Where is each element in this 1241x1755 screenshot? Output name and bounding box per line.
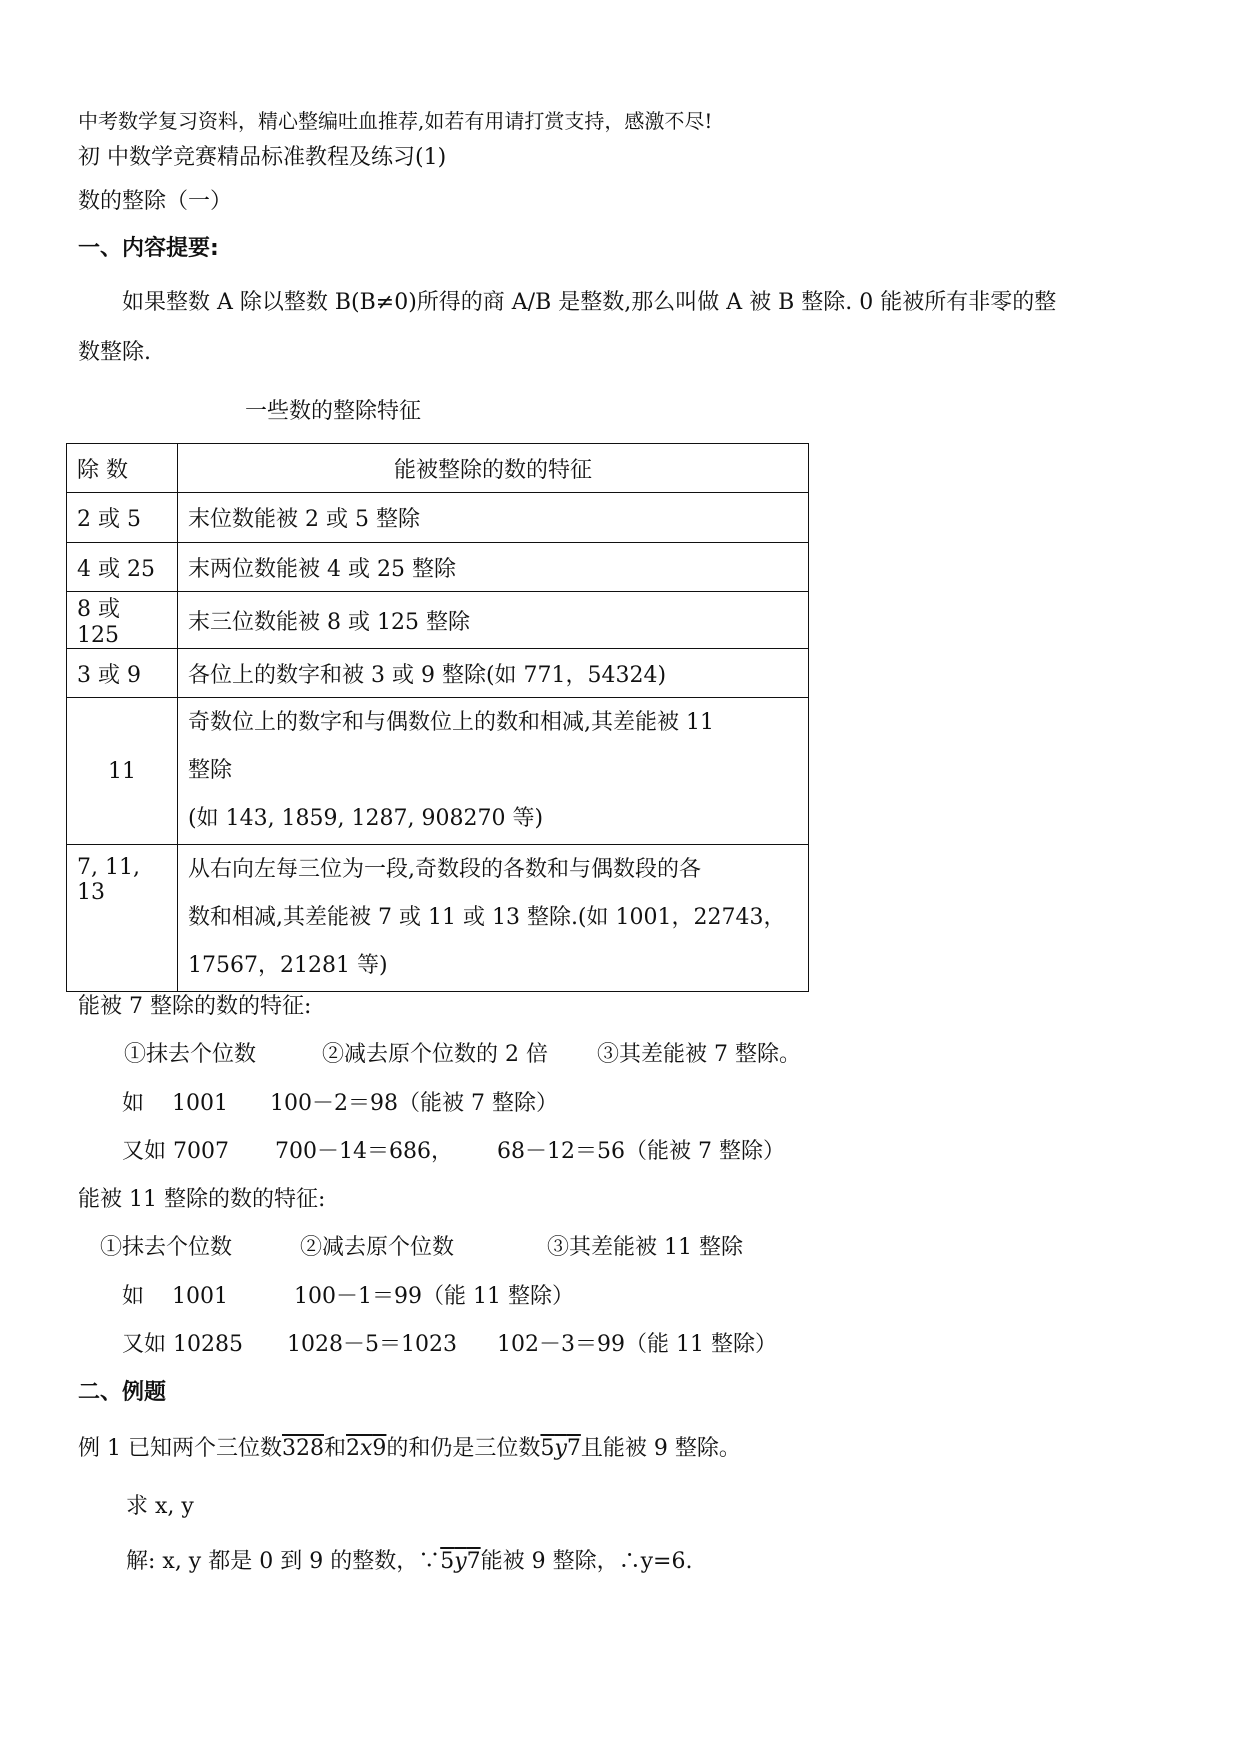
table-row xyxy=(67,592,809,649)
chapter-title: 数的整除（一） xyxy=(78,189,233,214)
table-header-row xyxy=(67,444,809,493)
div11-ex2-calc1: 1028－5＝1023 xyxy=(287,1332,457,1357)
div11-title: 能被 11 整除的数的特征: xyxy=(78,1187,326,1212)
div7-ex2-calc1: 700－14＝686， xyxy=(275,1139,453,1164)
div7-ex2-label: 又如 7007 xyxy=(122,1139,229,1164)
div7-step3: ③其差能被 7 整除。 xyxy=(597,1042,801,1067)
divisibility-table xyxy=(66,443,809,992)
intro-paragraph-line2: 数整除. xyxy=(78,340,151,365)
promo-text: 中考数学复习资料，精心整编吐血推荐,如若有用请打赏支持，感激不尽! xyxy=(78,109,713,133)
example1-solution: 解: x, y 都是 0 到 9 的整数，∵5y7能被 9 整除，∴y=6. xyxy=(126,1549,693,1574)
div7-ex1-number: 1001 xyxy=(172,1091,228,1116)
table-row xyxy=(67,845,809,992)
divisor-cell: 2 或 5 xyxy=(67,493,178,543)
divisor-cell: 7, 11, 13 xyxy=(67,845,178,992)
table-row xyxy=(67,493,809,543)
div7-step2: ②减去原个位数的 2 倍 xyxy=(322,1042,548,1067)
divisor-cell: 4 或 25 xyxy=(67,543,178,592)
header-feature: 能被整除的数的特征 xyxy=(178,444,809,493)
example1-ask: 求 x, y xyxy=(126,1494,194,1519)
feature-cell: 末两位数能被 4 或 25 整除 xyxy=(178,543,809,592)
overline-number-328: 328 xyxy=(281,1436,324,1461)
div7-ex2-calc2: 68－12＝56（能被 7 整除） xyxy=(497,1139,785,1164)
div11-ex1-label: 如 xyxy=(122,1284,145,1309)
table-row xyxy=(67,698,809,845)
div11-ex1-calc: 100－1＝99（能 11 整除） xyxy=(294,1284,574,1309)
div11-ex2-calc2: 102－3＝99（能 11 整除） xyxy=(497,1332,777,1357)
intro-paragraph-line1: 如果整数 A 除以整数 B(B≠0)所得的商 A/B 是整数,那么叫做 A 被 B 整除. 0 能被所有非零的整 xyxy=(122,290,1057,315)
example1-statement: 例 1 已知两个三位数328和2x9的和仍是三位数5y7且能被 9 整除。 xyxy=(78,1436,741,1461)
section1-heading: 一、内容提要: xyxy=(78,236,219,261)
div7-step1: ①抹去个位数 xyxy=(124,1042,257,1067)
feature-cell: 末三位数能被 8 或 125 整除 xyxy=(178,592,809,649)
header-divisor: 除 数 xyxy=(67,444,178,493)
feature-cell: 各位上的数字和被 3 或 9 整除(如 771，54324) xyxy=(178,649,809,698)
overline-number-5y7: 5y7 xyxy=(540,1436,581,1461)
feature-cell: 从右向左每三位为一段,奇数段的各数和与偶数段的各 数和相减,其差能被 7 或 11 或 13 整除.(如 1001，22743， 17567，21281 等) xyxy=(178,845,809,992)
table-row xyxy=(67,543,809,592)
div11-step3: ③其差能被 11 整除 xyxy=(547,1235,743,1260)
div7-title: 能被 7 整除的数的特征: xyxy=(78,994,312,1019)
div11-step1: ①抹去个位数 xyxy=(100,1235,233,1260)
table-row xyxy=(67,649,809,698)
divisor-cell: 3 或 9 xyxy=(67,649,178,698)
div7-ex1-calc: 100－2＝98（能被 7 整除） xyxy=(270,1091,558,1116)
overline-number-5y7-solution: 5y7 xyxy=(440,1549,481,1574)
feature-cell: 末位数能被 2 或 5 整除 xyxy=(178,493,809,543)
overline-number-2x9: 2x9 xyxy=(346,1436,387,1461)
table-caption: 一些数的整除特征 xyxy=(245,399,422,424)
feature-cell: 奇数位上的数字和与偶数位上的数和相减,其差能被 11 整除 (如 143, 1859, 1287, 908270 等) xyxy=(178,698,809,845)
div7-ex1-label: 如 xyxy=(122,1091,145,1116)
course-title: 初 中数学竞赛精品标准教程及练习(1) xyxy=(78,145,447,170)
section2-heading: 二、例题 xyxy=(78,1380,167,1405)
div11-step2: ②减去原个位数 xyxy=(300,1235,455,1260)
div11-ex1-number: 1001 xyxy=(172,1284,228,1309)
div11-ex2-label: 又如 10285 xyxy=(122,1332,243,1357)
divisor-cell: 8 或 125 xyxy=(67,592,178,649)
divisor-cell: 11 xyxy=(67,698,178,845)
